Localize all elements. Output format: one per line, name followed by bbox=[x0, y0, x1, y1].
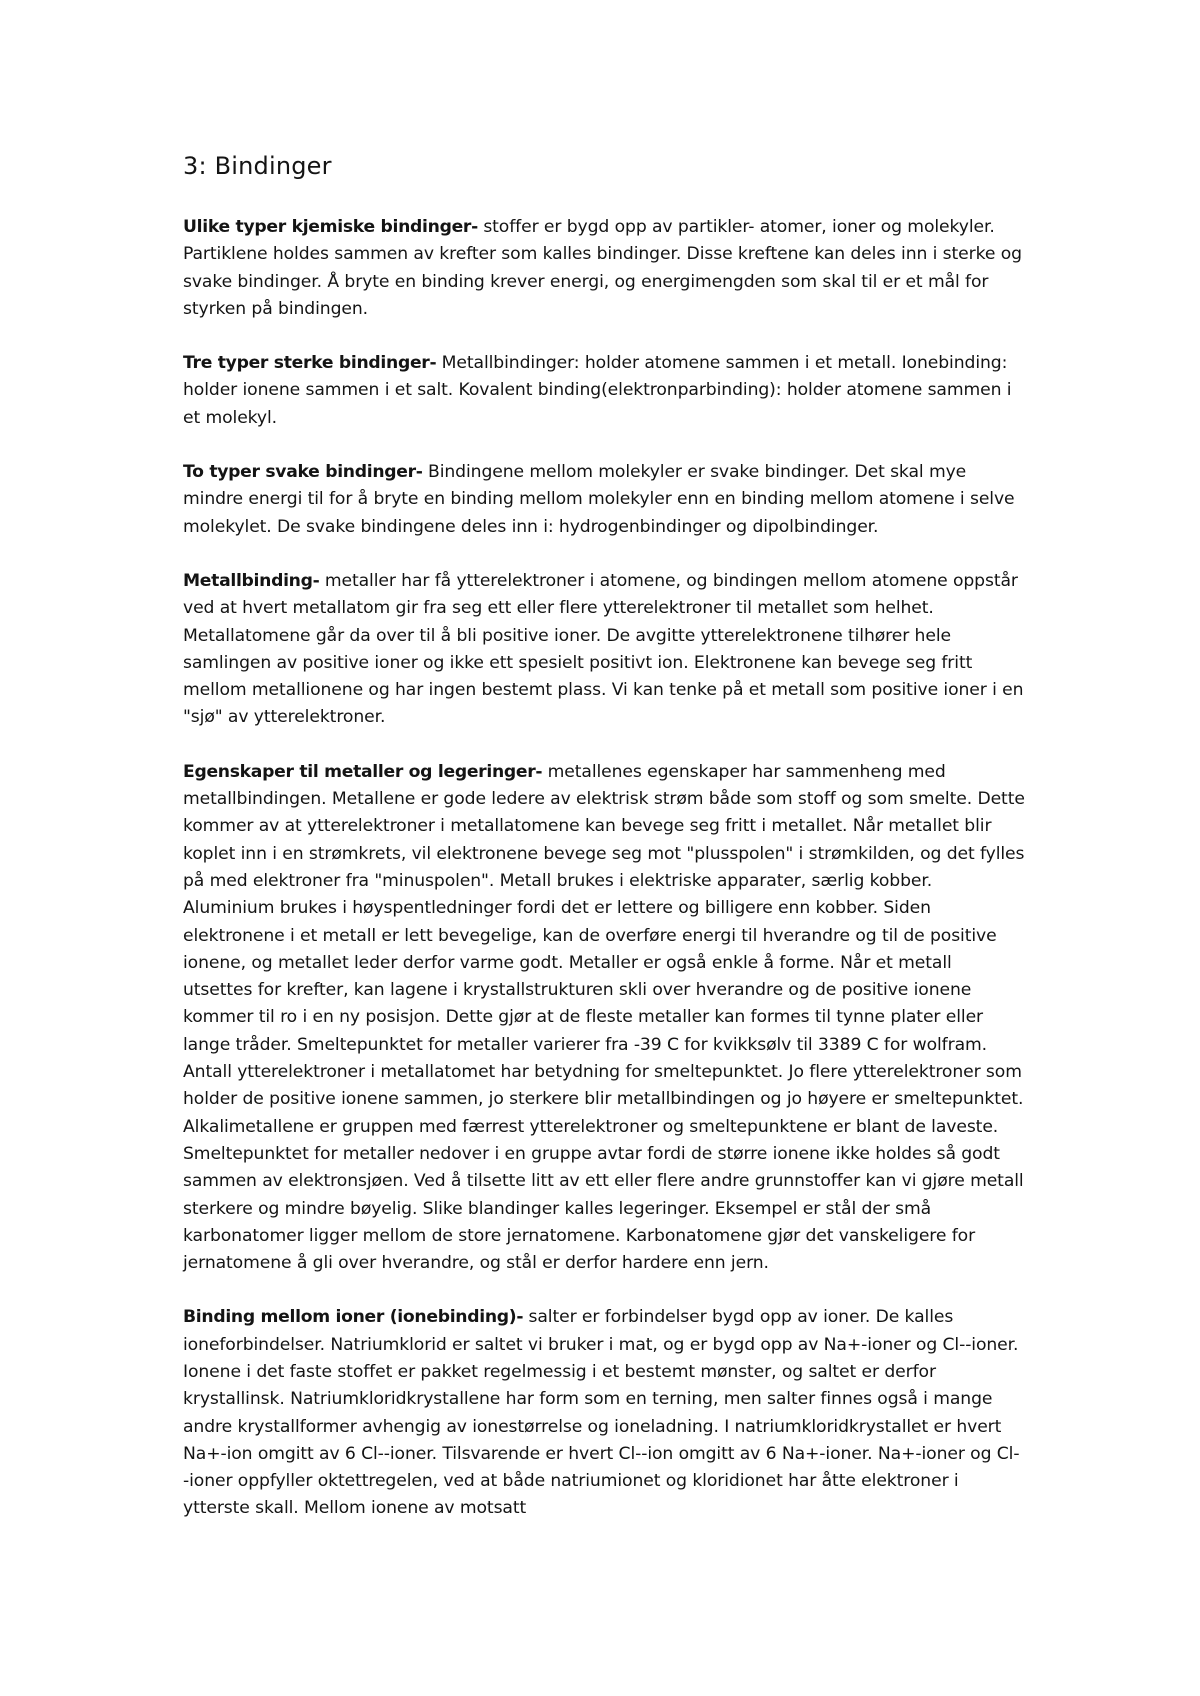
section-body: metaller har få ytterelektroner i atomene, og bindingen mellom atomene oppstår ved at hvert metallatom gir fra seg ett eller flere ytterelektroner til metallet som helhet. Metallatomene går da over til å bli positive ioner. De avgitte ytterelektronene tilhører hele samlingen av positive ioner og ikke ett spesielt positivt ion. Elektronene kan bevege seg fritt mellom metallionene og har ingen bestemt plass. Vi kan tenke på et metall som positive ioner i en "sjø" av ytterelektroner. bbox=[183, 570, 1024, 728]
section-body: stoffer er bygd opp av partikler- atomer, ioner og molekyler. Partiklene holdes sammen av krefter som kalles bindinger. Disse kreftene kan deles inn i sterke og svake bindinger. Å bryte en binding krever energi, og energimengden som skal til er et mål for styrken på bindingen. bbox=[183, 217, 1022, 319]
section-metal-properties bbox=[183, 759, 1025, 1278]
section-heading: To typer svake bindinger- bbox=[183, 462, 423, 483]
section-ionic-bond bbox=[183, 1304, 1025, 1522]
section-heading: Egenskaper til metaller og legeringer- bbox=[183, 761, 543, 782]
section-body: metallenes egenskaper har sammenheng med metallbindingen. Metallene er gode ledere av elektrisk strøm både som stoff og som smelte. Dette kommer av at ytterelektroner i metallatomene kan bevege seg fritt i metallet. Når metallet blir koplet inn i en strømkrets, vil elektronene bevege seg mot "plusspolen" i strømkilden, og det fylles på med elektroner fra "minuspolen". Metall brukes i elektriske apparater, særlig kobber. Aluminium brukes i høyspentledninger fordi det er lettere og billigere enn kobber. Siden elektronene i et metall er lett bevegelige, kan de overføre energi til hverandre og til de positive ionene, og metallet leder derfor varme godt. Metaller er også enkle å forme. Når et metall utsettes for krefter, kan lagene i krystallstrukturen skli over hverandre og de positive ionene kommer til ro i en ny posisjon. Dette gjør at de fleste metaller kan formes til tynne plater eller lange tråder. Smeltepunktet for metaller varierer fra -39 C for kvikksølv til 3389 C for wolfram. Antall ytterelektroner i metallatomet har betydning for smeltepunktet. Jo flere ytterelektroner som holder de positive ionene sammen, jo sterkere blir metallbindingen og jo høyere er smeltepunktet. Alkalimetallene er gruppen med færrest ytterelektroner og smeltepunktene er blant de laveste. Smeltepunktet for metaller nedover i en gruppe avtar fordi de større ionene ikke holdes så godt sammen av elektronsjøen. Ved å tilsette litt av ett eller flere andre grunnstoffer kan vi gjøre metall sterkere og mindre bøyelig. Slike blandinger kalles legeringer. Eksempel er stål der små karbonatomer ligger mellom de store jernatomene. Karbonatomene gjør det vanskeligere for jernatomene å gli over hverandre, og stål er derfor hardere enn jern. bbox=[183, 761, 1025, 1274]
section-body: salter er forbindelser bygd opp av ioner. De kalles ioneforbindelser. Natriumklorid er saltet vi bruker i mat, og er bygd opp av Na+-ioner og Cl--ioner. Ionene i det faste stoffet er pakket regelmessig i et bestemt mønster, og saltet er derfor krystallinsk. Natriumkloridkrystallene har form som en terning, men salter finnes også i mange andre krystallformer avhengig av ionestørrelse og ioneladning. I natriumkloridkrystallet er hvert Na+-ion omgitt av 6 Cl--ioner. Tilsvarende er hvert Cl--ion omgitt av 6 Na+-ioner. Na+-ioner og Cl- -ioner oppfyller oktettregelen, ved at både natriumionet og kloridionet har åtte elektroner i ytterste skall. Mellom ionene av motsatt bbox=[183, 1307, 1020, 1519]
section-heading: Metallbinding- bbox=[183, 570, 320, 591]
section-strong-bonds bbox=[183, 350, 1025, 432]
document-page bbox=[183, 146, 1025, 1550]
section-bond-types bbox=[183, 214, 1025, 323]
document-title: 3: Bindinger bbox=[183, 152, 332, 180]
section-heading: Ulike typer kjemiske bindinger- bbox=[183, 217, 478, 237]
section-body: Bindingene mellom molekyler er svake bindinger. Det skal mye mindre energi til for å bryte en binding mellom molekyler enn en binding mellom atomene i selve molekylet. De svake bindingene deles inn i: hydrogenbindinger og dipolbindinger. bbox=[183, 462, 1015, 537]
section-heading: Binding mellom ioner (ionebinding)- bbox=[183, 1307, 524, 1328]
section-metallic-bond bbox=[183, 568, 1025, 732]
section-body: Metallbindinger: holder atomene sammen i et metall. Ionebinding: holder ionene sammen i et salt. Kovalent binding(elektronparbinding): holder atomene sammen i et molekyl. bbox=[183, 353, 1012, 428]
section-weak-bonds bbox=[183, 459, 1025, 541]
section-heading: Tre typer sterke bindinger- bbox=[183, 353, 437, 374]
